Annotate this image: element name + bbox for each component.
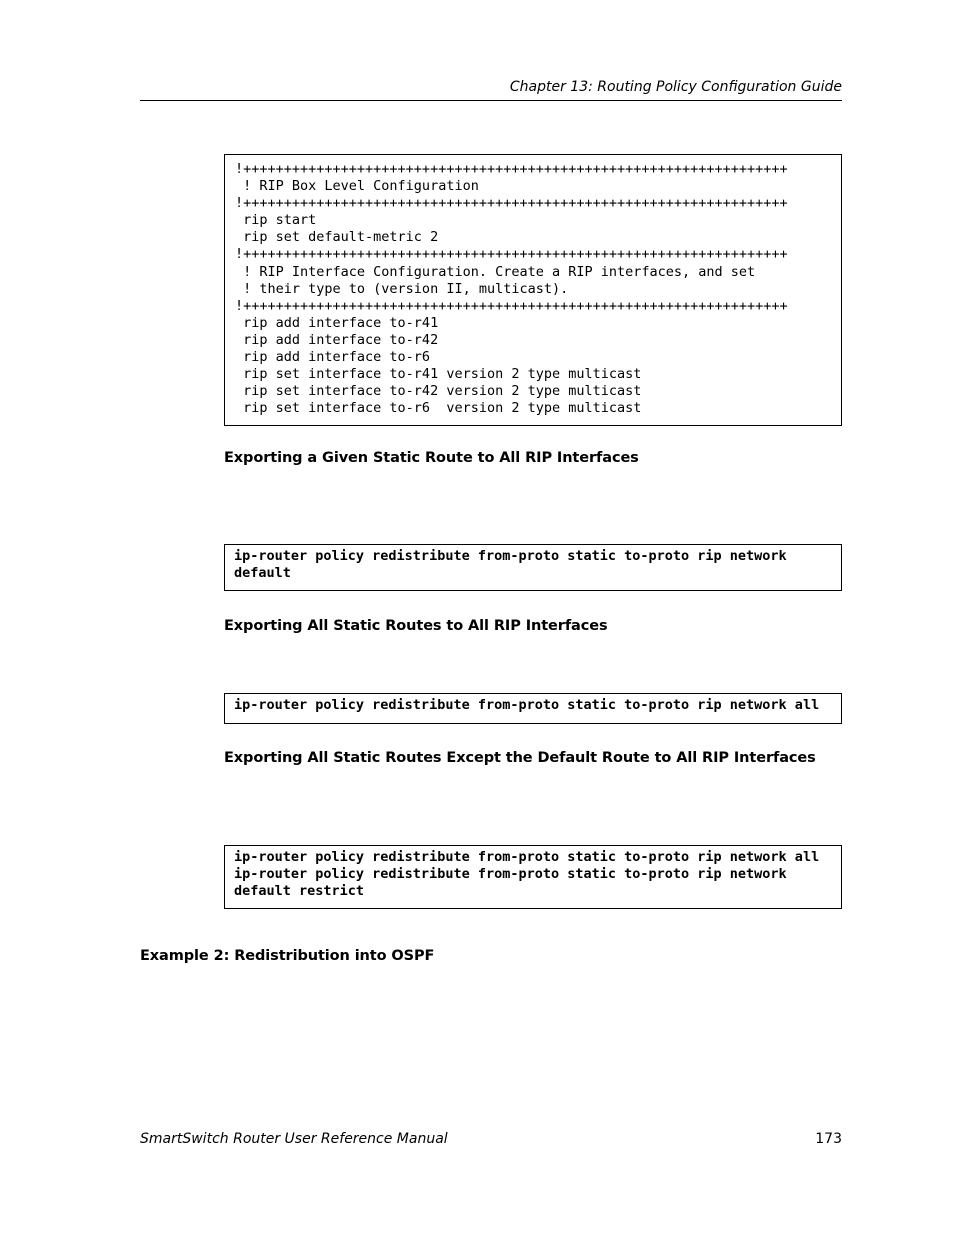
section-heading-given-static-route: Exporting a Given Static Route to All RIP Interfaces bbox=[224, 450, 639, 466]
given-static-route-code: ip-router policy redistribute from-proto static to-proto rip network default bbox=[234, 548, 787, 582]
except-default-code: ip-router policy redistribute from-proto static to-proto rip network all ip-router policy redistribute from-proto static to-proto rip network default restrict bbox=[234, 849, 820, 900]
given-static-route-code-block bbox=[224, 544, 842, 591]
all-static-routes-code: ip-router policy redistribute from-proto static to-proto rip network all bbox=[234, 697, 820, 713]
except-default-code-block bbox=[224, 845, 842, 909]
rip-configuration-code: !+++++++++++++++++++++++++++++++++++++++++++++++++++++++++++++++++++ ! RIP Box Level Configuration !+++++++++++++++++++++++++++++++++++++++++++++++++++++++++++++++++++ rip start rip set default-metric 2 !+++++++++++++++++++++++++++++++++++++++++++++++++++++++++++++++++++ ! RIP Interface Configuration. Create a RIP interfaces, and set ! their type to (version II, multicast). !+++++++++++++++++++++++++++++++++++++++++++++++++++++++++++++++++++ rip add interface to-r41 rip add interface to-r42 rip add interface to-r6 rip set interface to-r41 version 2 type multicast rip set interface to-r42 version 2 type multicast rip set interface to-r6 version 2 type multicast bbox=[235, 161, 788, 417]
section-heading-all-static-routes: Exporting All Static Routes to All RIP Interfaces bbox=[224, 618, 608, 634]
section-heading-except-default: Exporting All Static Routes Except the Default Route to All RIP Interfaces bbox=[224, 750, 816, 766]
example-heading: Example 2: Redistribution into OSPF bbox=[140, 948, 435, 964]
header-divider bbox=[140, 100, 842, 101]
all-static-routes-code-block bbox=[224, 693, 842, 724]
running-header: Chapter 13: Routing Policy Configuration Guide bbox=[509, 79, 842, 95]
rip-configuration-code-block bbox=[224, 154, 842, 426]
footer-page-number: 173 bbox=[815, 1131, 842, 1147]
footer-manual-title: SmartSwitch Router User Reference Manual bbox=[140, 1131, 448, 1147]
